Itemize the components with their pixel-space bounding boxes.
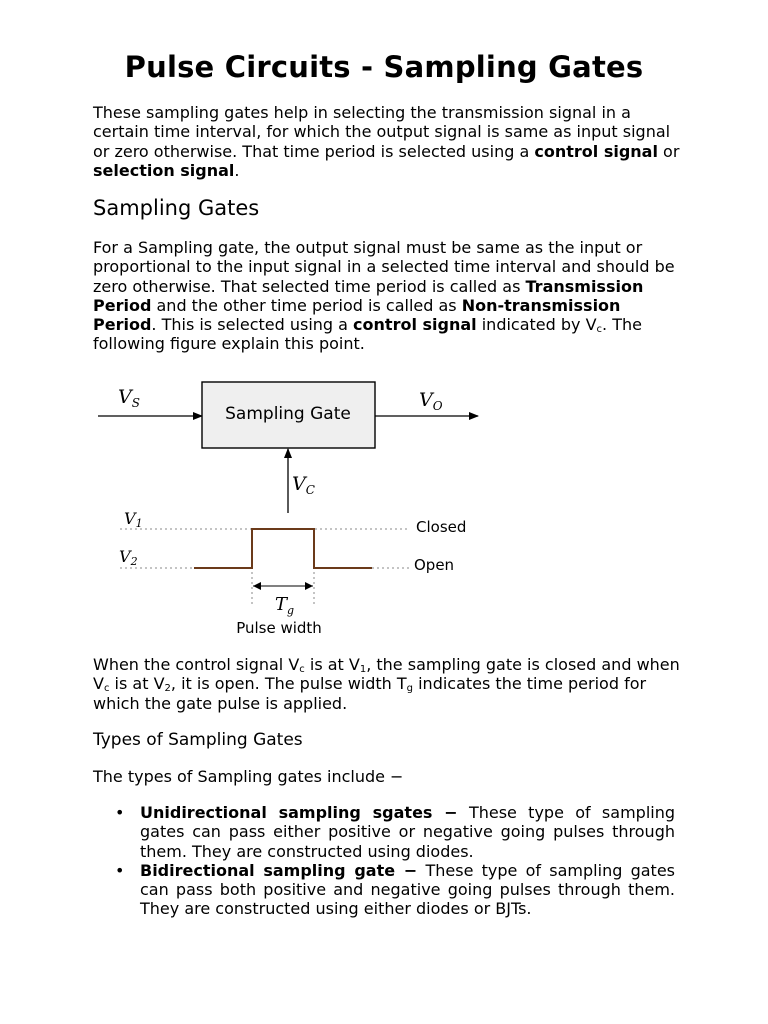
open-label: Open	[414, 556, 455, 574]
explain-sub-5: g	[406, 683, 414, 695]
types-heading: Types of Sampling Gates	[93, 730, 303, 750]
sampling-text-1: For a Sampling gate, the output signal must be same as the input or proportional to the input signal in a selected time interval and should be zero otherwise. That selected time period is called as	[93, 238, 675, 296]
sampling-gate-figure	[92, 372, 492, 644]
types-list	[93, 803, 675, 919]
sampling-bold-non-transmission: Non-transmission Period	[93, 295, 621, 335]
explain-paragraph	[93, 655, 683, 713]
pulse-width-label: Pulse width	[236, 619, 322, 637]
sampling-gates-heading: Sampling Gates	[93, 196, 260, 220]
types-intro: The types of Sampling gates include −	[93, 767, 404, 786]
closed-label: Closed	[416, 518, 467, 536]
explain-text-1: When the control signal V	[93, 655, 300, 674]
explain-text-4: is at V	[109, 674, 165, 694]
list-item-text: These type of sampling gates can pass either positive or negative going pulses through them. They are constructed using diodes.	[140, 803, 676, 861]
list-item-title: Unidirectional sampling sgates −	[140, 803, 458, 822]
intro-paragraph	[93, 103, 683, 180]
explain-text-3: , the sampling gate is closed and when V	[93, 655, 680, 694]
intro-bold-control-signal: control signal	[534, 141, 658, 161]
input-label: $V_S$	[118, 386, 140, 410]
explain-sub-4: 2	[164, 683, 171, 695]
sampling-text-3: . This is selected using a	[151, 315, 354, 335]
pulse-width-arrow-right	[305, 582, 313, 590]
sampling-bold-transmission: Transmission Period	[93, 276, 644, 315]
intro-text-3: .	[234, 160, 240, 180]
tg-label: $T_g$	[275, 594, 295, 617]
explain-sub-2: 1	[359, 664, 367, 675]
bullet-icon: •	[115, 803, 125, 822]
intro-text-1: These sampling gates help in selecting the transmission signal in a certain time interval, for which the output signal is same as input signal or zero otherwise. That time period is selected using a	[93, 103, 671, 161]
explain-text-5: , it is open. The pulse width T	[170, 674, 407, 694]
v1-label: V1	[124, 509, 143, 530]
output-label: $V_O$	[419, 389, 443, 413]
explain-text-6: indicates the time period for which the gate pulse is applied.	[93, 674, 647, 713]
control-label: $V_C$	[292, 473, 315, 497]
explain-sub-3: c	[103, 683, 110, 695]
sampling-paragraph	[93, 238, 683, 354]
list-item-text: These type of sampling gates can pass both positive and negative going pulses through them. They are constructed using either diodes or BJTs.	[140, 860, 676, 919]
v2-label: V2	[119, 547, 138, 568]
list-item	[93, 803, 675, 861]
sampling-sub-c: c	[596, 324, 603, 336]
sampling-gate-box-label: Sampling Gate	[225, 404, 351, 424]
bullet-icon: •	[115, 860, 125, 880]
sampling-text-2: and the other time period is called as	[151, 295, 462, 315]
explain-text-2: is at V	[304, 655, 360, 674]
explain-sub-1: c	[299, 664, 305, 675]
sampling-text-4: indicated by V	[476, 315, 597, 335]
gate-pulse-waveform	[194, 529, 372, 568]
intro-bold-selection-signal: selection signal	[93, 160, 235, 180]
sampling-bold-control-signal: control signal	[353, 315, 477, 335]
sampling-text-5: . The following figure explain this point.	[93, 315, 642, 354]
list-item-title: Bidirectional sampling gate −	[140, 860, 418, 880]
list-item	[93, 861, 675, 919]
intro-text-2: or	[657, 141, 680, 161]
page-title: Pulse Circuits - Sampling Gates	[124, 50, 644, 84]
pulse-width-arrow-left	[253, 582, 261, 590]
